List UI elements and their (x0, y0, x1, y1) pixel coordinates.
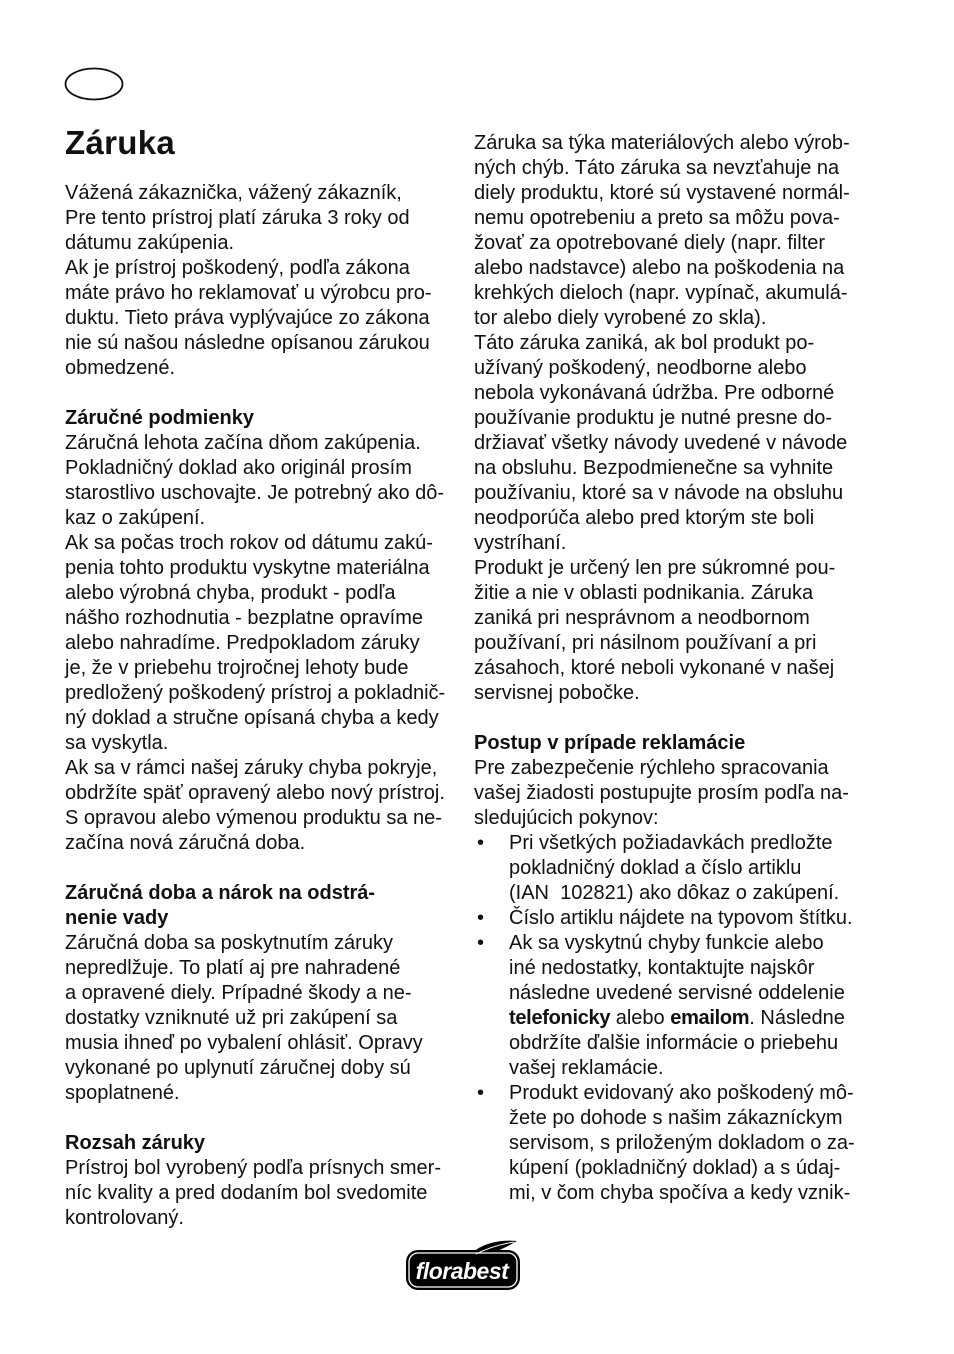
text-line: je, že v priebehu trojročnej lehoty bude (65, 657, 409, 679)
text-line: spoplatnené. (65, 1082, 180, 1104)
text-line: nášho rozhodnutia - bezplatne opravíme (65, 607, 424, 629)
text-line: kúpení (pokladničný doklad) a s údaj- (509, 1157, 841, 1179)
paragraph (65, 256, 465, 381)
bullet-marker (477, 831, 484, 856)
text-line: Pre tento prístroj platí záruka 3 roky od (65, 207, 410, 229)
text-line: držiavať všetky návody uvedené v návode (474, 432, 848, 454)
text-line: alebo nahradíme. Predpokladom záruky (65, 632, 420, 654)
text-line: vystríhaní. (474, 532, 567, 554)
left-column (65, 181, 465, 1231)
text-line: a opravené diely. Prípadné škody a ne- (65, 982, 412, 1004)
text-line: obdržíte späť opravený alebo nový prístroj. (65, 782, 445, 804)
bullet-list (474, 831, 874, 1206)
brand-logo (404, 1238, 522, 1294)
text-line: kontrolovaný. (65, 1207, 184, 1229)
text-line: Číslo artiklu nájdete na typovom štítku. (509, 907, 853, 929)
text-line: kaz o zakúpení. (65, 507, 206, 529)
text-line: diely produktu, ktoré sú vystavené normál- (474, 182, 850, 204)
text-line: Táto záruka zaniká, ak bol produkt po- (474, 332, 815, 354)
text-line: používanie produktu je nutné presne do- (474, 407, 833, 429)
text-line: S opravou alebo výmenou produktu sa ne- (65, 807, 442, 829)
text-line: Ak je prístroj poškodený, podľa zákona (65, 257, 410, 279)
country-code-badge (64, 67, 124, 101)
text-line: sa vyskytla. (65, 732, 169, 754)
bullet-item (474, 906, 874, 931)
section-heading (65, 1131, 465, 1156)
text-line: Záručná doba sa poskytnutím záruky (65, 932, 393, 954)
paragraph (65, 1156, 465, 1231)
text-line: nemu opotrebeniu a preto sa môžu pova- (474, 207, 840, 229)
text-line: mi, v čom chyba spočíva a kedy vznik- (509, 1182, 851, 1204)
page-title: Záruka (65, 124, 176, 161)
text-line: obdržíte ďalšie informácie o priebehu (509, 1032, 839, 1054)
text-line: starostlivo uschovajte. Je potrebný ako dô- (65, 482, 445, 504)
text-line: Produkt je určený len pre súkromné pou- (474, 557, 836, 579)
text-line: máte právo ho reklamovať u výrobcu pro- (65, 282, 432, 304)
text-line: na obsluhu. Bezpodmienečne sa vyhnite (474, 457, 834, 479)
text-line: musia ihneď po vybalení ohlásiť. Opravy (65, 1032, 423, 1054)
brand-logo-text: florabest (415, 1258, 509, 1284)
text-line: sledujúcich pokynov: (474, 807, 659, 829)
text-line: Pre zabezpečenie rýchleho spracovania (474, 757, 829, 779)
text-segment: . Následne (749, 1007, 845, 1029)
paragraph (474, 556, 874, 706)
text-line: používaní, pri násilnom používaní a pri (474, 632, 817, 654)
text-line: Záruka sa týka materiálových alebo výrob- (474, 132, 850, 154)
text-line: zaniká pri nesprávnom a neodbornom (474, 607, 810, 629)
bullet-text (509, 831, 874, 906)
bold-text: telefonicky (509, 1007, 611, 1029)
text-line: neodporúča alebo pred ktorým ste boli (474, 507, 815, 529)
paragraph (65, 931, 465, 1106)
bold-text: emailom (670, 1007, 750, 1029)
bullet-item (474, 831, 874, 906)
text-line: Vážená zákaznička, vážený zákazník, (65, 182, 402, 204)
bullet-text (509, 906, 874, 931)
text-line: žitie a nie v oblasti podnikania. Záruka (474, 582, 814, 604)
text-line: ných chýb. Táto záruka sa nevzťahuje na (474, 157, 840, 179)
text-line: vašej žiadosti postupujte prosím podľa na- (474, 782, 849, 804)
section-heading (65, 881, 465, 931)
text-line: predložený poškodený prístroj a pokladnič- (65, 682, 446, 704)
paragraph (65, 431, 465, 531)
text-line: Ak sa počas troch rokov od dátumu zakú- (65, 532, 433, 554)
text-line: Pri všetkých požiadavkách predložte (509, 832, 833, 854)
text-line: obmedzené. (65, 357, 176, 379)
text-line: ný doklad a stručne opísaná chyba a kedy (65, 707, 439, 729)
paragraph (65, 531, 465, 756)
text-line: Ak sa vyskytnú chyby funkcie alebo (509, 932, 824, 954)
right-column (474, 131, 874, 1206)
text-line: následne uvedené servisné oddelenie (509, 982, 845, 1004)
text-line (509, 1006, 874, 1031)
text-line: servisnej pobočke. (474, 682, 640, 704)
text-line: nie sú našou následne opísanou zárukou (65, 332, 430, 354)
text-line: alebo nadstavce) alebo na poškodenia na (474, 257, 845, 279)
text-line: servisom, s priloženým dokladom o za- (509, 1132, 855, 1154)
text-line: (IAN 102821) ako dôkaz o zakúpení. (509, 882, 840, 904)
bullet-item (474, 931, 874, 1081)
text-line: vašej reklamácie. (509, 1057, 664, 1079)
section-heading (474, 731, 874, 756)
bullet-text (509, 1081, 874, 1206)
text-line: dátumu zakúpenia. (65, 232, 235, 254)
text-line: Ak sa v rámci našej záruky chyba pokryje, (65, 757, 438, 779)
text-segment: alebo (610, 1007, 671, 1029)
text-line: alebo výrobná chyba, produkt - podľa (65, 582, 396, 604)
paragraph (65, 206, 465, 256)
text-line: používaniu, ktoré sa v návode na obsluhu (474, 482, 844, 504)
text-line: penia tohto produktu vyskytne materiálna (65, 557, 430, 579)
text-line: iné nedostatky, kontaktujte najskôr (509, 957, 815, 979)
bullet-item (474, 1081, 874, 1206)
text-line: nepredlžuje. To platí aj pre nahradené (65, 957, 401, 979)
text-line: Pokladničný doklad ako originál prosím (65, 457, 412, 479)
heading-line: Rozsah záruky (65, 1132, 206, 1154)
text-line: žete po dohode s našim zákazníckym (509, 1107, 843, 1129)
text-line: pokladničný doklad a číslo artiklu (509, 857, 802, 879)
paragraph (474, 131, 874, 331)
heading-line: Záručná doba a nárok na odstrá- (65, 882, 376, 904)
text-line: zásahoch, ktoré neboli vykonané v našej (474, 657, 835, 679)
paragraph (65, 756, 465, 856)
text-line: žovať za opotrebované diely (napr. filter (474, 232, 826, 254)
bullet-marker (477, 1081, 484, 1106)
text-line: začína nová záručná doba. (65, 832, 306, 854)
text-line: dostatky vzniknuté už pri zakúpení sa (65, 1007, 398, 1029)
text-line: Záručná lehota začína dňom zakúpenia. (65, 432, 421, 454)
heading-line: Záručné podmienky (65, 407, 254, 429)
heading-line: Postup v prípade reklamácie (474, 732, 746, 754)
text-line: nebola vykonávaná údržba. Pre odborné (474, 382, 835, 404)
text-line: krehkých dieloch (napr. vypínač, akumulá- (474, 282, 848, 304)
paragraph (474, 756, 874, 831)
heading-line: nenie vady (65, 907, 169, 929)
text-line: Prístroj bol vyrobený podľa prísnych smer- (65, 1157, 441, 1179)
text-line: Produkt evidovaný ako poškodený mô- (509, 1082, 854, 1104)
bullet-marker (477, 906, 484, 931)
text-line: vykonané po uplynutí záručnej doby sú (65, 1057, 411, 1079)
bullet-text (509, 931, 874, 1081)
bullet-marker (477, 931, 484, 956)
text-line: níc kvality a pred dodaním bol svedomite (65, 1182, 428, 1204)
text-line: užívaný poškodený, neodborne alebo (474, 357, 807, 379)
text-line: duktu. Tieto práva vyplývajúce zo zákona (65, 307, 430, 329)
paragraph (474, 331, 874, 556)
section-heading (65, 406, 465, 431)
paragraph (65, 181, 465, 206)
text-line: tor alebo diely vyrobené zo skla). (474, 307, 767, 329)
